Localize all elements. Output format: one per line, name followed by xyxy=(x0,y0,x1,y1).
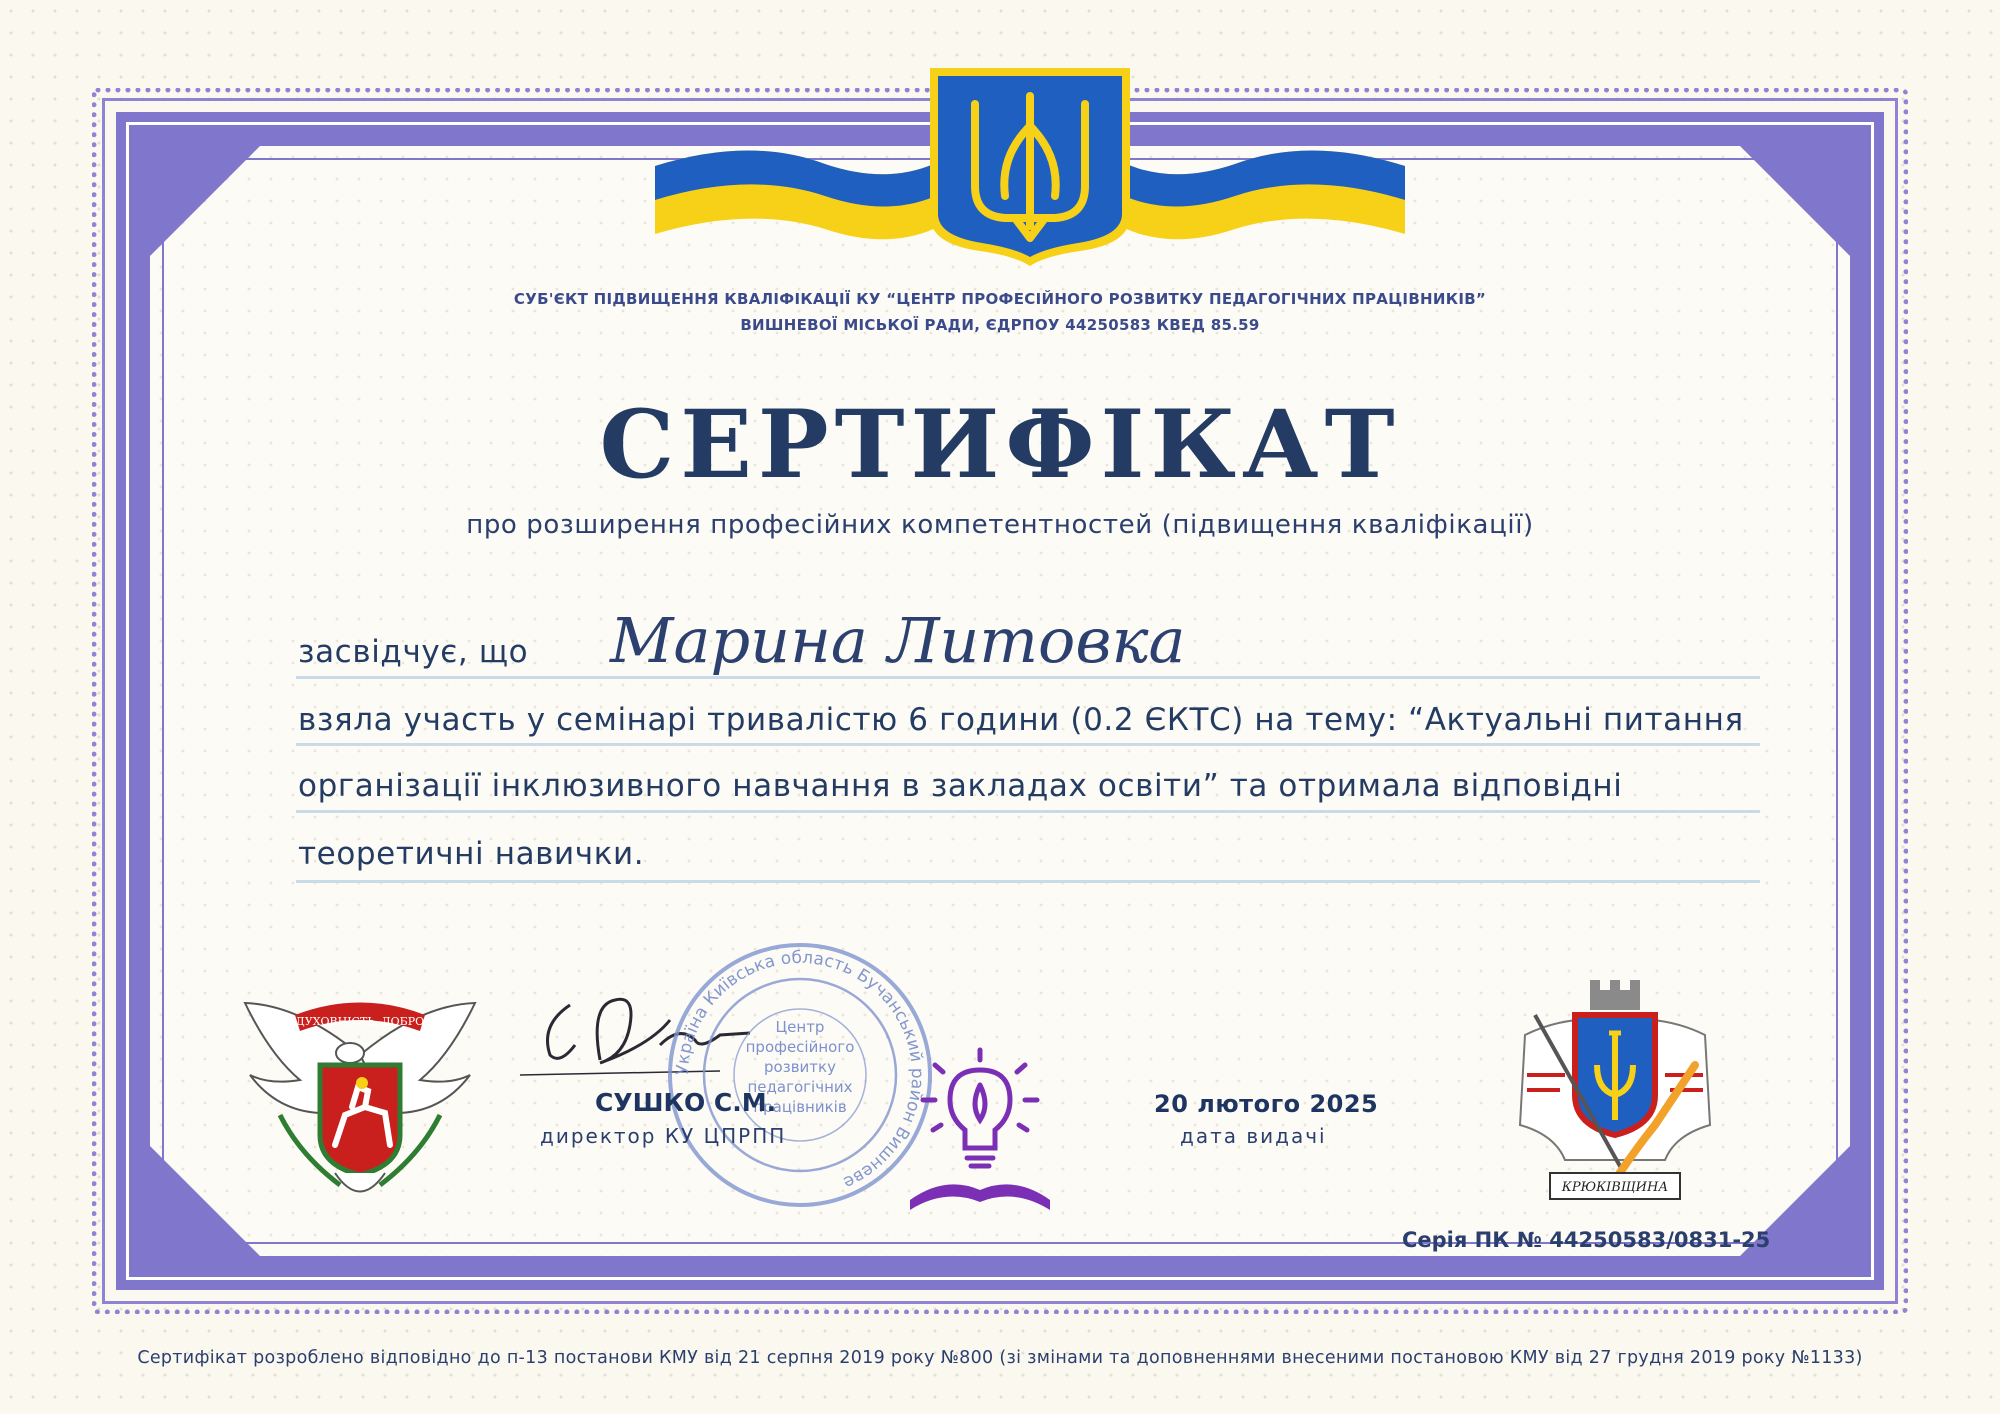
ruled-line-4 xyxy=(296,880,1760,883)
body-line-2: організації інклюзивного навчання в закладах освіти” та отримала відповідні xyxy=(298,768,1623,804)
ruled-line-2 xyxy=(296,743,1760,746)
ruled-line-3 xyxy=(296,810,1760,813)
left-emblem-dove xyxy=(240,995,480,1215)
stamp-ring-text: Україна Київська область Бучанський район Вишневе xyxy=(672,947,928,1193)
stamp-center-5: працівників xyxy=(753,1098,847,1116)
signatory-role: директор КУ ЦПРПП xyxy=(540,1124,787,1148)
stamp-center-1: Центр xyxy=(775,1018,825,1036)
issue-date-label: дата видачі xyxy=(1180,1124,1327,1148)
right-emblem-kriukivshchyna xyxy=(1505,975,1725,1205)
official-stamp xyxy=(665,940,935,1210)
certifies-label: засвідчує, що xyxy=(298,634,529,670)
issuer-line-1: СУБ'ЄКТ ПІДВИЩЕННЯ КВАЛІФІКАЦІЇ КУ “ЦЕНТР ПРОФЕСІЙНОГО РОЗВИТКУ ПЕДАГОГІЧНИХ ПРАЦІВНИКІВ” xyxy=(513,290,1487,308)
stamp-center-3: розвитку xyxy=(764,1058,836,1076)
recipient-name: Марина Литовка xyxy=(610,604,1186,677)
certificate-series-number: Серія ПК № 44250583/0831-25 xyxy=(1402,1228,1771,1252)
issuer-line-2: ВИШНЕВОЇ МІСЬКОЇ РАДИ, ЄДРПОУ 44250583 КВЕД 85.59 xyxy=(740,316,1260,334)
body-line-1: взяла участь у семінарі тривалістю 6 години (0.2 ЄКТС) на тему: “Актуальні питання xyxy=(298,702,1744,738)
stamp-center-4: педагогічних xyxy=(747,1078,853,1096)
left-emblem-banner-text: ДУХОВНІСТЬ, ДОБРО xyxy=(295,1015,425,1028)
issue-date: 20 лютого 2025 xyxy=(1154,1090,1379,1118)
right-emblem-banner-text: КРЮКІВЩИНА xyxy=(1561,1180,1669,1195)
signatory-name: СУШКО С.М. xyxy=(595,1088,777,1117)
body-line-3: теоретичні навички. xyxy=(298,836,645,872)
lightbulb-book-icon xyxy=(905,1050,1055,1210)
stamp-center-2: професійного xyxy=(745,1038,855,1056)
certificate-subtitle: про розширення професійних компетентностей (підвищення кваліфікації) xyxy=(466,510,1534,540)
certificate-title: СЕРТИФІКАТ xyxy=(599,390,1401,500)
coat-of-arms-flag-emblem xyxy=(650,66,1410,266)
legal-footer: Сертифікат розроблено відповідно до п-13 постанови КМУ від 21 серпня 2019 року №800 (зі змінами та доповненнями внесеними постановою КМУ від 27 грудня 2019 року №1133) xyxy=(137,1348,1863,1368)
